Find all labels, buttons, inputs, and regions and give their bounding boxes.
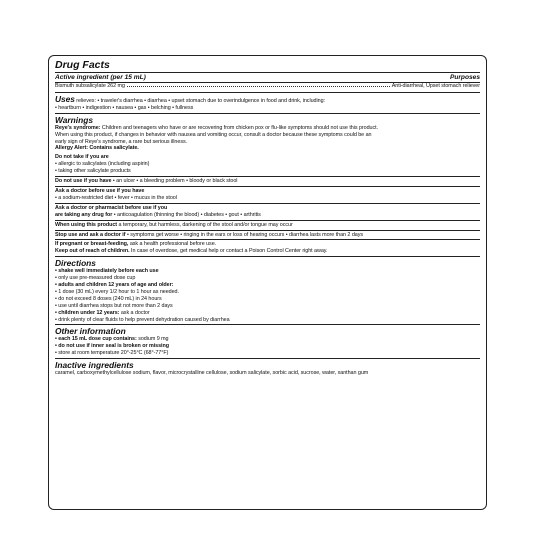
ask-doctor-heading: Ask a doctor before use if you have [55, 187, 145, 194]
do-not-take-item-1: • allergic to salicylates (including aspirin) [55, 161, 150, 168]
active-ingredient-purpose: Anti-diarrheal, Upset stomach reliever [391, 83, 480, 89]
do-not-take-heading: Do not take if you are [55, 154, 109, 161]
when-using-label: When using this product [55, 221, 118, 228]
divider [55, 230, 480, 231]
keep-out-text: In case of overdose, get medical help or contact a Poison Control Center right away. [131, 248, 328, 255]
allergy-alert: Allergy Alert: Contains salicylate. [55, 145, 139, 152]
ask-doctor-text: • a sodium-restricted diet • fever • mucus in the stool [55, 194, 177, 201]
drug-facts-panel [48, 55, 487, 510]
other-info-section [55, 325, 480, 358]
inactive-text: caramel, carboxymethylcellulose sodium, flavor, microcrystalline cellulose, sodium salicylate, sorbic acid, sucrose, water, xanthan gum [55, 370, 369, 377]
divider [55, 203, 480, 204]
ask-pharmacist-label: are taking any drug for [55, 211, 113, 218]
other-info-heading: Other information [55, 326, 126, 337]
keep-out-label: Keep out of reach of children. [55, 248, 130, 255]
uses-heading: Uses [55, 93, 75, 104]
ask-pharmacist-text: • anticoagulation (thinning the blood) • diabetes • gout • arthritis [113, 211, 261, 218]
do-not-use-text: • an ulcer • a bleeding problem • bloody or black stool [112, 178, 238, 185]
warnings-heading: Warnings [55, 114, 94, 125]
other-info-line-3: • store at room temperature 20°-25°C (68°-77°F) [55, 350, 169, 357]
divider [55, 186, 480, 187]
stop-use-text: • symptoms get worse • ringing in the ears or loss of hearing occurs • diarrhea lasts more than 2 days [126, 231, 364, 238]
uses-line-1: relieves: • traveler's diarrhea • diarrhea • upset stomach due to overindulgence in food and drink, including: [76, 97, 325, 104]
directions-children-text: ask a doctor [120, 309, 150, 316]
uses-section [55, 93, 480, 113]
reyes-label: Reye's syndrome: [55, 124, 101, 131]
divider [55, 220, 480, 221]
directions-line-3: • adults and children 12 years of age and older: [55, 282, 174, 289]
other-info-text: sodium 9 mg [138, 336, 169, 343]
directions-line-5: • do not exceed 8 doses (240 mL) in 24 hours [55, 295, 162, 302]
ask-pharmacist-heading: Ask a doctor or pharmacist before use if you [55, 204, 168, 211]
inactive-heading: Inactive ingredients [55, 360, 134, 371]
other-info-line-2: • do not use if inner seal is broken or missing [55, 343, 169, 350]
directions-section [55, 257, 480, 324]
warnings-section [55, 114, 480, 257]
directions-line-1: • shake well immediately before each use [55, 268, 159, 275]
inactive-section [55, 359, 480, 378]
stop-use-label: Stop use and ask a doctor if [55, 231, 126, 238]
directions-heading: Directions [55, 258, 96, 269]
directions-line-6: • use until diarrhea stops but not more than 2 days [55, 302, 173, 309]
directions-line-4: • 1 dose (30 mL) every 1/2 hour to 1 hour as needed. [55, 288, 179, 295]
directions-line-8: • drink plenty of clear fluids to help prevent dehydration caused by diarrhea [55, 316, 230, 323]
other-info-label: • each 15 mL dose cup contains: [55, 336, 137, 343]
pregnancy-label: If pregnant or breast-feeding, [55, 241, 129, 248]
active-ingredient-name: Bismuth subsalicylate 262 mg [55, 83, 125, 89]
uses-line-2: • heartburn • indigestion • nausea • gas • belching • fullness [55, 104, 194, 111]
active-ingredient-header [55, 73, 480, 82]
active-ingredient-heading: Active ingredient (per 15 mL) [55, 74, 146, 81]
reyes-text: Children and teenagers who have or are recovering from chicken pox or flu-like symptoms should not use this product. [101, 124, 379, 131]
active-ingredient-row [55, 83, 480, 90]
dot-leader [127, 86, 390, 87]
pregnancy-text: ask a health professional before use. [129, 241, 217, 248]
panel-title: Drug Facts [55, 59, 110, 71]
do-not-take-item-2: • taking other salicylate products [55, 168, 131, 175]
reyes-line-2: When using this product, if changes in behavior with nausea and vomiting occur, consult a doctor because these symptoms could be an [55, 131, 372, 138]
do-not-use-label: Do not use if you have [55, 178, 112, 185]
divider [55, 176, 480, 177]
purposes-heading: Purposes [449, 74, 480, 81]
divider [55, 239, 480, 240]
directions-children-label: • children under 12 years: [55, 309, 120, 316]
when-using-text: a temporary, but harmless, darkening of the stool and/or tongue may occur [118, 221, 293, 228]
directions-line-2: • only use pre-measured dose cup [55, 275, 136, 282]
reyes-line-3: early sign of Reye's syndrome, a rare but serious illness. [55, 138, 188, 145]
